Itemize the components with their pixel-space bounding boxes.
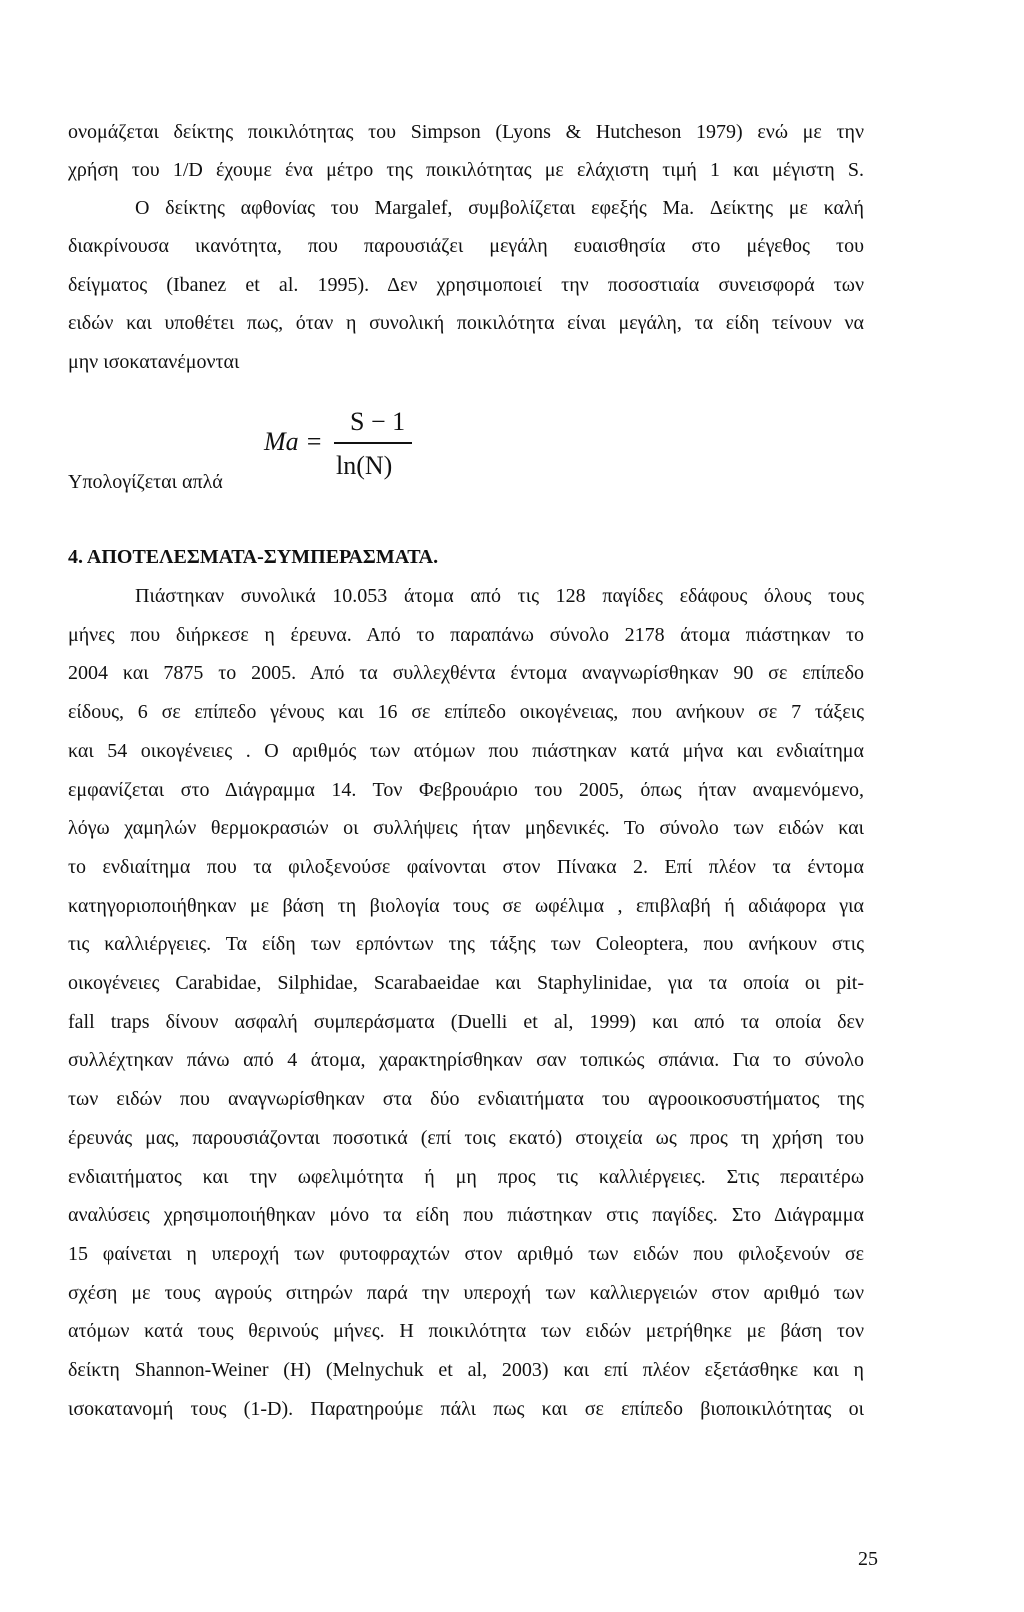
text-line: των ειδών που αναγνωρίσθηκαν στα δύο ενδιαιτήματα του αγροοικοσυστήματος της (68, 1088, 864, 1110)
formula-numerator: S − 1 (350, 407, 406, 436)
text-line: και 54 οικογένειες . Ο αριθμός των ατόμων που πιάστηκαν κατά μήνα και ενδιαίτημα (68, 740, 864, 762)
text-line: ισοκατανομή τους (1-D). Παρατηρούμε πάλι πως και σε επίπεδο βιοποικιλότητας οι (68, 1398, 864, 1420)
text-line: διακρίνουσα ικανότητα, που παρουσιάζει μεγάλη ευαισθησία στο μέγεθος του (68, 235, 864, 257)
text-line: ειδών και υποθέτει πως, όταν η συνολική ποικιλότητα είναι μεγάλη, τα είδη τείνουν να (68, 312, 864, 334)
text-line: μην ισοκατανέμονται (68, 351, 240, 373)
formula-lhs: Ma = (264, 427, 323, 456)
text-line: Ο δείκτης αφθονίας του Margalef, συμβολίζεται εφεξής Ma. Δείκτης με καλή (135, 197, 864, 219)
text-line: δείγματος (Ibanez et al. 1995). Δεν χρησιμοποιεί την ποσοστιαία συνεισφορά των (68, 274, 864, 296)
fraction-bar (334, 442, 412, 444)
text-line: έρευνάς μας, παρουσιάζονται ποσοτικά (επί τοις εκατό) στοιχεία ως προς τη χρήση του (68, 1127, 864, 1149)
text-line: μήνες που διήρκεσε η έρευνα. Από το παραπάνω σύνολο 2178 άτομα πιάστηκαν το (68, 624, 864, 646)
text-line: δείκτη Shannon-Weiner (H) (Melnychuk et al, 2003) και επί πλέον εξετάσθηκε και η (68, 1359, 864, 1381)
text-line: τις καλλιέργειες. Τα είδη των ερπόντων της τάξης των Coleoptera, που ανήκουν στις (68, 933, 864, 955)
text-line: σχέση με τους αγρούς σιτηρών παρά την υπεροχή των καλλιεργειών στον αριθμό των (68, 1282, 864, 1304)
text-line: 15 φαίνεται η υπεροχή των φυτοφραχτών στον αριθμό των ειδών που φιλοξενούν σε (68, 1243, 864, 1265)
text-line: λόγω χαμηλών θερμοκρασιών οι συλλήψεις ήταν μηδενικές. Το σύνολο των ειδών και (68, 817, 864, 839)
text-line: κατηγοριοποιήθηκαν με βάση τη βιολογία τους σε ωφέλιμα , επιβλαβή ή αδιάφορα για (68, 895, 864, 917)
text-line: 2004 και 7875 το 2005. Από τα συλλεχθέντα έντομα αναγνωρίσθηκαν 90 σε επίπεδο (68, 662, 864, 684)
text-line: εμφανίζεται στο Διάγραμμα 14. Τον Φεβρουάριο του 2005, όπως ήταν αναμενόμενο, (68, 779, 864, 801)
text-line: αναλύσεις χρησιμοποιήθηκαν μόνο τα είδη που πιάστηκαν στις παγίδες. Στο Διάγραμμα (68, 1204, 864, 1226)
formula-denominator: ln(N) (336, 451, 393, 480)
text-line: Πιάστηκαν συνολικά 10.053 άτομα από τις 128 παγίδες εδάφους όλους τους (135, 585, 864, 607)
text-line: ονομάζεται δείκτης ποικιλότητας του Simpson (Lyons & Hutcheson 1979) ενώ με την (68, 121, 864, 143)
section-heading: 4. ΑΠΟΤΕΛΕΣΜΑΤΑ-ΣΥΜΠΕΡΑΣΜΑΤΑ. (68, 546, 439, 568)
text-line: συλλέχτηκαν πάνω από 4 άτομα, χαρακτηρίσθηκαν σαν τοπικώς σπάνια. Για το σύνολο (68, 1049, 864, 1071)
text-line: οικογένειες Carabidae, Silphidae, Scarabaeidae και Staphylinidae, για τα οποία οι pit- (68, 972, 864, 994)
page-number: 25 (858, 1548, 878, 1570)
text-line: fall traps δίνουν ασφαλή συμπεράσματα (Duelli et al, 1999) και από τα οποία δεν (68, 1011, 864, 1033)
text-line: ατόμων κατά τους θερινούς μήνες. Η ποικιλότητα των ειδών μετρήθηκε με βάση τον (68, 1320, 864, 1342)
formula-label: Υπολογίζεται απλά (68, 471, 223, 493)
margalef-formula (264, 407, 434, 487)
text-line: το ενδιαίτημα που τα φιλοξενούσε φαίνονται στον Πίνακα 2. Επί πλέον τα έντομα (68, 856, 864, 878)
text-line: ενδιαιτήματος και την ωφελιμότητα ή μη προς τις καλλιέργειες. Στις περαιτέρω (68, 1166, 864, 1188)
text-line: χρήση του 1/D έχουμε ένα μέτρο της ποικιλότητας με ελάχιστη τιμή 1 και μέγιστη S. (68, 159, 864, 181)
text-line: είδους, 6 σε επίπεδο γένους και 16 σε επίπεδο οικογένειας, που ανήκουν σε 7 τάξεις (68, 701, 864, 723)
